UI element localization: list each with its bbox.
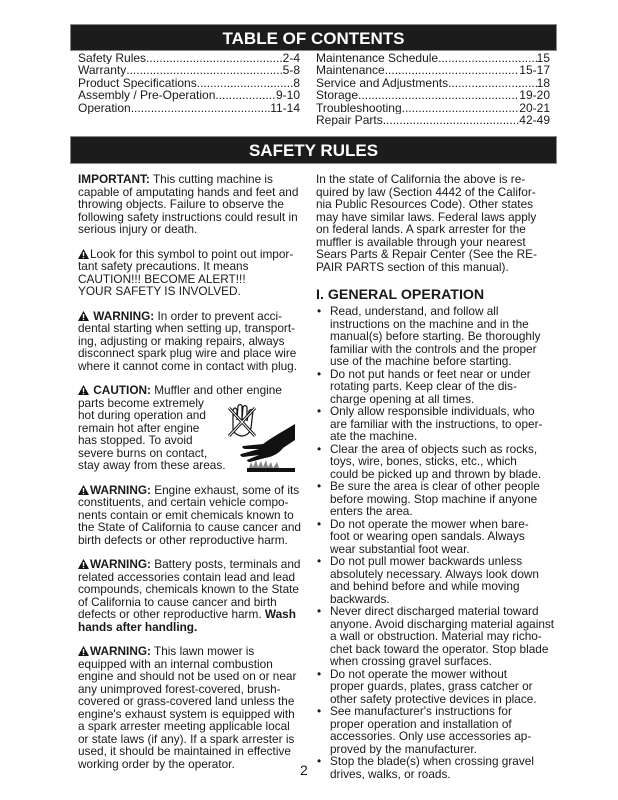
text-line: drives, walks, or roads.	[330, 766, 451, 781]
safety-paragraph	[78, 248, 303, 298]
warning-triangle-icon	[78, 559, 89, 569]
section-heading: I. GENERAL OPERATION	[316, 287, 485, 303]
line-text: In order to prevent acci-	[154, 308, 283, 323]
line-text: the State of California to cause cancer and	[78, 520, 301, 534]
text-line: Read, understand, and follow all	[330, 304, 499, 318]
text-line: In the state of California the above is re-	[316, 172, 526, 186]
bullet-icon: •	[317, 404, 322, 418]
toc-entry-pages: 5-8	[282, 64, 300, 77]
text-line: a wall or obstruction. Material may richo-	[330, 629, 542, 643]
line-text: has stopped. To avoid	[78, 433, 193, 447]
bullet-icon: •	[317, 304, 322, 318]
text-line: absolutely necessary. Always look down	[330, 566, 539, 581]
dot-leader	[383, 114, 520, 126]
text-line: quired by law (Section 4442 of the Califor-	[316, 184, 536, 199]
line-text: following safety instructions could result in	[78, 209, 298, 224]
toc-entry[interactable]	[78, 64, 300, 76]
bullet-icon: •	[317, 479, 322, 493]
line-text: Battery posts, terminals and	[150, 557, 301, 571]
line-text: Engine exhaust, some of its	[150, 482, 300, 497]
bullet-icon: •	[317, 666, 322, 681]
toc-entry-label: Troubleshooting	[316, 101, 402, 115]
line-text: covered or grass-covered land unless the	[78, 694, 295, 708]
line-bold-text: hands after handling.	[78, 619, 198, 634]
toc-entry-label: Operation	[78, 101, 131, 115]
page-number: 2	[300, 762, 308, 778]
line-text: YOUR SAFETY IS INVOLVED.	[78, 284, 241, 298]
line-text: used, it should be maintained in effective	[78, 744, 291, 758]
text-line	[78, 360, 303, 373]
text-line: instructions on the machine and in the	[330, 316, 529, 331]
dot-leader	[385, 64, 520, 76]
toc-entry[interactable]	[78, 52, 300, 64]
line-text: equipped with an internal combustion	[78, 656, 273, 671]
text-line: charge opening at all times.	[330, 391, 475, 406]
line-text: parts become extremely	[78, 395, 204, 410]
text-line	[78, 758, 303, 771]
text-line: Never direct discharged material toward	[330, 604, 539, 618]
line-text: or state laws (if any). If a spark arrester is	[78, 731, 295, 746]
warning-triangle-icon	[78, 311, 89, 321]
line-text: hot during operation and	[78, 408, 206, 422]
toc-entry-pages: 20-21	[519, 101, 550, 115]
dot-leader	[197, 77, 294, 89]
text-line	[78, 621, 303, 634]
dot-leader	[438, 52, 537, 64]
line-text: engine's exhaust system is equipped with	[78, 706, 295, 721]
text-line: PAIR PARTS section of this manual).	[316, 259, 509, 274]
text-line: Do not pull mower backwards unless	[330, 554, 523, 568]
dot-leader	[131, 102, 270, 114]
toc-entry-label: Warranty	[78, 64, 127, 77]
text-line: muffler is available through your nearest	[316, 234, 526, 249]
paragraph-label: IMPORTANT:	[78, 172, 150, 186]
text-line: anyone. Avoid discharging material against	[330, 616, 555, 631]
line-text: severe burns on contact,	[78, 445, 208, 460]
line-text: related accessories contain lead and lead	[78, 569, 296, 584]
line-text: stay away from these areas.	[78, 458, 226, 472]
line-text: throwing objects. Failure to observe the	[78, 197, 284, 211]
california-note	[316, 173, 556, 273]
toc-entry[interactable]	[78, 102, 300, 114]
line-text: any unimproved forest-covered, brush-	[78, 681, 281, 696]
toc-entry-pages: 18	[536, 76, 550, 90]
safety-paragraph	[78, 484, 303, 547]
bullet-item	[316, 443, 556, 481]
line-text: working order by the operator.	[78, 756, 235, 771]
safety-paragraph	[78, 173, 303, 236]
text-line: other safety protective devices in place.	[330, 691, 537, 706]
line-text: remain hot after engine	[78, 420, 200, 435]
bullet-item	[316, 480, 556, 518]
text-line: wear substantial foot wear.	[330, 541, 470, 556]
line-text: tant safety precautions. It means	[78, 259, 249, 273]
text-line: Stop the blade(s) when crossing gravel	[330, 754, 534, 768]
line-text: engine and should not be used on or near	[78, 669, 297, 683]
line-text: constituents, and certain vehicle compo-	[78, 495, 289, 509]
line-text: nents contain or emit chemicals known to	[78, 507, 294, 522]
dot-leader	[126, 64, 282, 76]
toc-entry-pages: 15-17	[519, 64, 550, 77]
line-text: serious injury or death.	[78, 222, 198, 236]
line-text: This cutting machine is	[149, 172, 273, 186]
warning-triangle-icon	[78, 385, 89, 395]
text-line: accessories. Only use accessories ap-	[330, 729, 532, 743]
bullet-icon: •	[317, 604, 322, 618]
toc-entry-label: Service and Adjustments	[316, 76, 449, 90]
line-text: a spark arrester meeting applicable local	[78, 719, 290, 733]
toc-entry-label: Assembly / Pre-Operation	[78, 89, 216, 102]
warning-triangle-icon	[78, 485, 89, 495]
toc-entry-pages: 11-14	[270, 101, 300, 115]
bullet-item	[316, 405, 556, 443]
paragraph-label: WARNING:	[90, 308, 155, 323]
toc-entry-pages: 8	[293, 76, 300, 90]
line-text: ing, adjusting or making repairs, always	[78, 333, 285, 348]
bullet-icon: •	[317, 704, 322, 718]
toc-entry-pages: 15	[536, 52, 550, 65]
text-line: Be sure the area is clear of other people	[330, 479, 540, 493]
line-text: defects or other reproductive harm.	[78, 607, 265, 621]
bullet-item	[316, 518, 556, 556]
bullet-item	[316, 305, 556, 368]
toc-title: TABLE OF CONTENTS	[222, 29, 405, 48]
dot-leader	[402, 102, 520, 114]
bullet-icon: •	[317, 754, 322, 768]
toc-entry-label: Repair Parts	[316, 114, 383, 127]
text-line: on federal lands. A spark arrester for the	[316, 222, 526, 236]
toc-title-bar	[70, 24, 557, 51]
text-line: Do not put hands or feet near or under	[330, 366, 531, 381]
toc-entry-pages: 42-49	[519, 114, 550, 127]
toc-entry-label: Safety Rules	[78, 52, 147, 65]
toc-entry-label: Maintenance	[316, 64, 385, 77]
text-line: See manufacturer's instructions for	[330, 704, 512, 718]
toc-left-column	[78, 52, 300, 114]
text-line: enters the area.	[330, 504, 413, 518]
text-line: are familiar with the instructions, to oper-	[330, 416, 543, 431]
bullet-item	[316, 605, 556, 668]
text-line: chet back toward the operator. Stop blade	[330, 641, 549, 656]
line-text: of California to cause cancer and birth	[78, 594, 277, 609]
text-line: proved by the manufacturer.	[330, 741, 477, 756]
text-line: rotating parts. Keep clear of the dis-	[330, 379, 517, 393]
bullet-item	[316, 368, 556, 406]
toc-entry-pages: 9-10	[275, 89, 300, 102]
text-line: Only allow responsible individuals, who	[330, 404, 535, 418]
text-line: toys, wire, bones, sticks, etc., which	[330, 454, 517, 468]
text-line: could be picked up and thrown by blade.	[330, 466, 542, 481]
toc-entry-label: Maintenance Schedule	[316, 52, 439, 65]
bullet-item	[316, 705, 556, 755]
dot-leader	[358, 89, 519, 101]
text-line: Do not operate the mower when bare-	[330, 516, 529, 531]
safety-paragraph	[78, 645, 303, 770]
bullet-item	[316, 555, 556, 605]
safety-rules-title: SAFETY RULES	[248, 141, 379, 160]
text-line: familiar with the controls and the proper	[330, 341, 537, 356]
bullet-icon: •	[317, 441, 322, 456]
toc-entry-label: Product Specifications	[78, 76, 197, 90]
safety-left-column	[78, 173, 303, 782]
text-line: may have similar laws. Federal laws apply	[316, 209, 537, 224]
warning-triangle-icon	[78, 249, 89, 259]
text-line: Sears Parts & Repair Center (See the RE-	[316, 247, 537, 261]
toc-entry-pages: 2-4	[282, 52, 300, 65]
line-bold-text: Wash	[264, 607, 296, 621]
line-text: dental starting when setting up, transport-	[78, 321, 296, 335]
text-line	[78, 534, 303, 547]
hot-surface-hand-icon	[225, 402, 297, 474]
line-text: where it cannot come in contact with plug.	[78, 358, 298, 373]
text-line: nia Public Resources Code). Other states	[316, 197, 534, 211]
toc-entry[interactable]	[316, 52, 550, 64]
text-line: proper operation and installation of	[330, 716, 512, 731]
toc-entry-pages: 19-20	[519, 89, 550, 102]
bullet-item	[316, 668, 556, 706]
toc-entry[interactable]	[78, 89, 300, 101]
dot-leader	[215, 89, 276, 101]
toc-right-column	[316, 52, 550, 126]
text-line: foot or wearing open sandals. Always	[330, 529, 525, 543]
toc-entry-label: Storage	[316, 89, 359, 102]
text-line: use of the machine before starting.	[330, 354, 512, 368]
safety-paragraph	[78, 384, 303, 472]
warning-triangle-icon	[78, 646, 89, 656]
line-text: CAUTION!!! BECOME ALERT!!!	[78, 271, 246, 286]
bullet-icon: •	[317, 554, 322, 568]
line-text: compounds, chemicals known to the State	[78, 582, 299, 596]
paragraph-label: WARNING:	[90, 644, 151, 658]
line-text: disconnect spark plug wire and place wire	[78, 346, 297, 360]
paragraph-label: WARNING:	[90, 482, 151, 497]
bullet-icon: •	[317, 366, 322, 381]
text-line	[78, 285, 303, 298]
toc-entry[interactable]	[316, 77, 550, 89]
text-line: backwards.	[330, 591, 390, 606]
line-text: This lawn mower is	[150, 644, 255, 658]
safety-rules-title-bar	[70, 136, 557, 164]
text-line: manual(s) before starting. Be thoroughly	[330, 329, 541, 343]
toc-entry[interactable]	[316, 89, 550, 101]
text-line: when crossing gravel surfaces.	[330, 654, 492, 668]
toc-entry[interactable]	[316, 64, 550, 76]
bullet-item	[316, 755, 556, 780]
toc-entry[interactable]	[78, 77, 300, 89]
line-text: Muffler and other engine	[150, 383, 282, 397]
text-line: proper guards, plates, grass catcher or	[330, 679, 533, 693]
text-line: Do not operate the mower without	[330, 666, 508, 681]
line-text: birth defects or other reproductive harm.	[78, 532, 288, 547]
toc-entry[interactable]	[316, 102, 550, 114]
bullet-icon: •	[317, 516, 322, 531]
paragraph-label: WARNING:	[90, 557, 151, 571]
text-line	[78, 223, 303, 236]
text-line: Clear the area of objects such as rocks,	[330, 441, 538, 456]
toc-entry[interactable]	[316, 114, 550, 126]
dot-leader	[146, 52, 283, 64]
text-line: before mowing. Stop machine if anyone	[330, 491, 538, 506]
safety-paragraph	[78, 558, 303, 633]
line-text: Look for this symbol to point out impor-	[90, 246, 294, 261]
safety-right-column	[316, 173, 556, 780]
text-line: and behind before and while moving	[330, 579, 520, 593]
dot-leader	[448, 77, 537, 89]
safety-paragraph	[78, 310, 303, 373]
line-text: capable of amputating hands and feet and	[78, 184, 299, 199]
text-line: ate the machine.	[330, 429, 418, 443]
paragraph-label: CAUTION:	[90, 383, 151, 397]
